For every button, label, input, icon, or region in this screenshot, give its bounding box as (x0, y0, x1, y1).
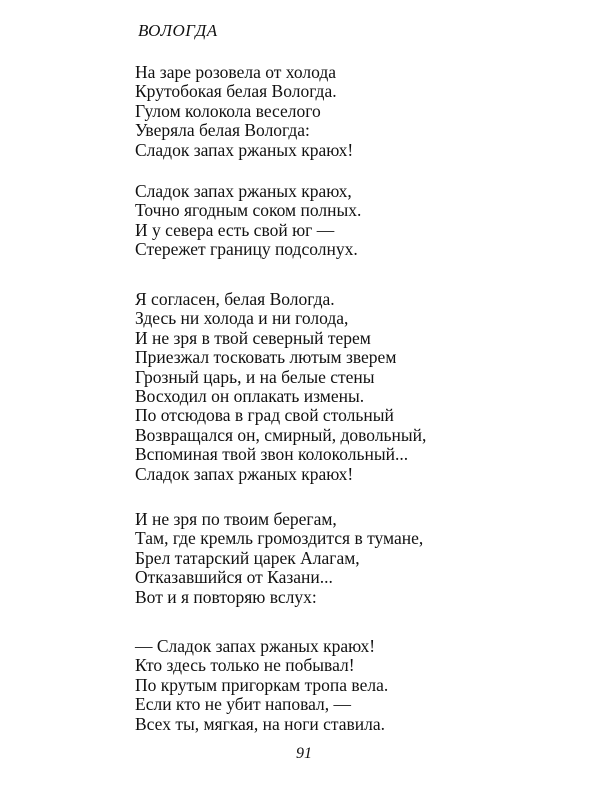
stanza (135, 290, 426, 484)
stanza (135, 510, 423, 607)
poem-line: На заре розовела от холода (135, 62, 337, 82)
poem-line: Сладок запах ржаных краюх, (135, 181, 352, 201)
poem-line: Здесь ни холода и ни голода, (135, 308, 349, 329)
poem-line: Если кто не убит наповал, — (135, 694, 352, 715)
poem-line: Точно ягодным соком полных. (135, 200, 362, 221)
poem-line: По крутым пригоркам тропа вела. (135, 674, 389, 695)
poem-line: Возвращался он, смирный, довольный, (135, 424, 427, 445)
poem-line: Сладок запах ржаных краюх! (135, 139, 354, 160)
poem-line: Стережет границу подсолнух. (135, 239, 358, 260)
page-number: 91 (296, 745, 312, 762)
poem-line: Гулом колокола веселого (135, 100, 321, 121)
poem-line: Вспоминая твой звон колокольный... (135, 444, 409, 465)
poem-line: Приезжал тосковать лютым зверем (135, 347, 397, 368)
poem-line: Отказавшийся от Казани... (135, 567, 333, 588)
poem-line: И не зря в твой северный терем (135, 327, 371, 348)
poem-line: — Сладок запах ржаных краюх! (135, 636, 376, 656)
poem-line: Крутобокая белая Вологда. (135, 81, 337, 102)
stanza (135, 63, 353, 160)
poem-line: Сладок запах ржаных краюх! (135, 463, 354, 484)
poem-line: Брел татарский царек Алагам, (135, 547, 360, 568)
poem-line: Я согласен, белая Вологда. (135, 289, 335, 309)
poem-line: Кто здесь только не побывал! (135, 655, 355, 676)
poem-title: ВОЛОГДА (138, 21, 218, 40)
stanza (135, 182, 361, 260)
stanza (135, 637, 388, 734)
poem-line: По отсюдова в град свой стольный (135, 405, 394, 426)
poem-line: Грозный царь, и на белые стены (135, 366, 375, 387)
poem-line: И не зря по твоим берегам, (135, 509, 337, 529)
poem-line: Восходил он оплакать измены. (135, 386, 365, 407)
poem-line: Вот и я повторяю вслух: (135, 586, 317, 607)
poem-line: Уверяла белая Вологда: (135, 120, 310, 141)
poem-line: И у севера есть свой юг — (135, 219, 335, 240)
poem-line: Всех ты, мягкая, на ноги ставила. (135, 713, 386, 734)
poem-line: Там, где кремль громоздится в тумане, (135, 528, 424, 549)
